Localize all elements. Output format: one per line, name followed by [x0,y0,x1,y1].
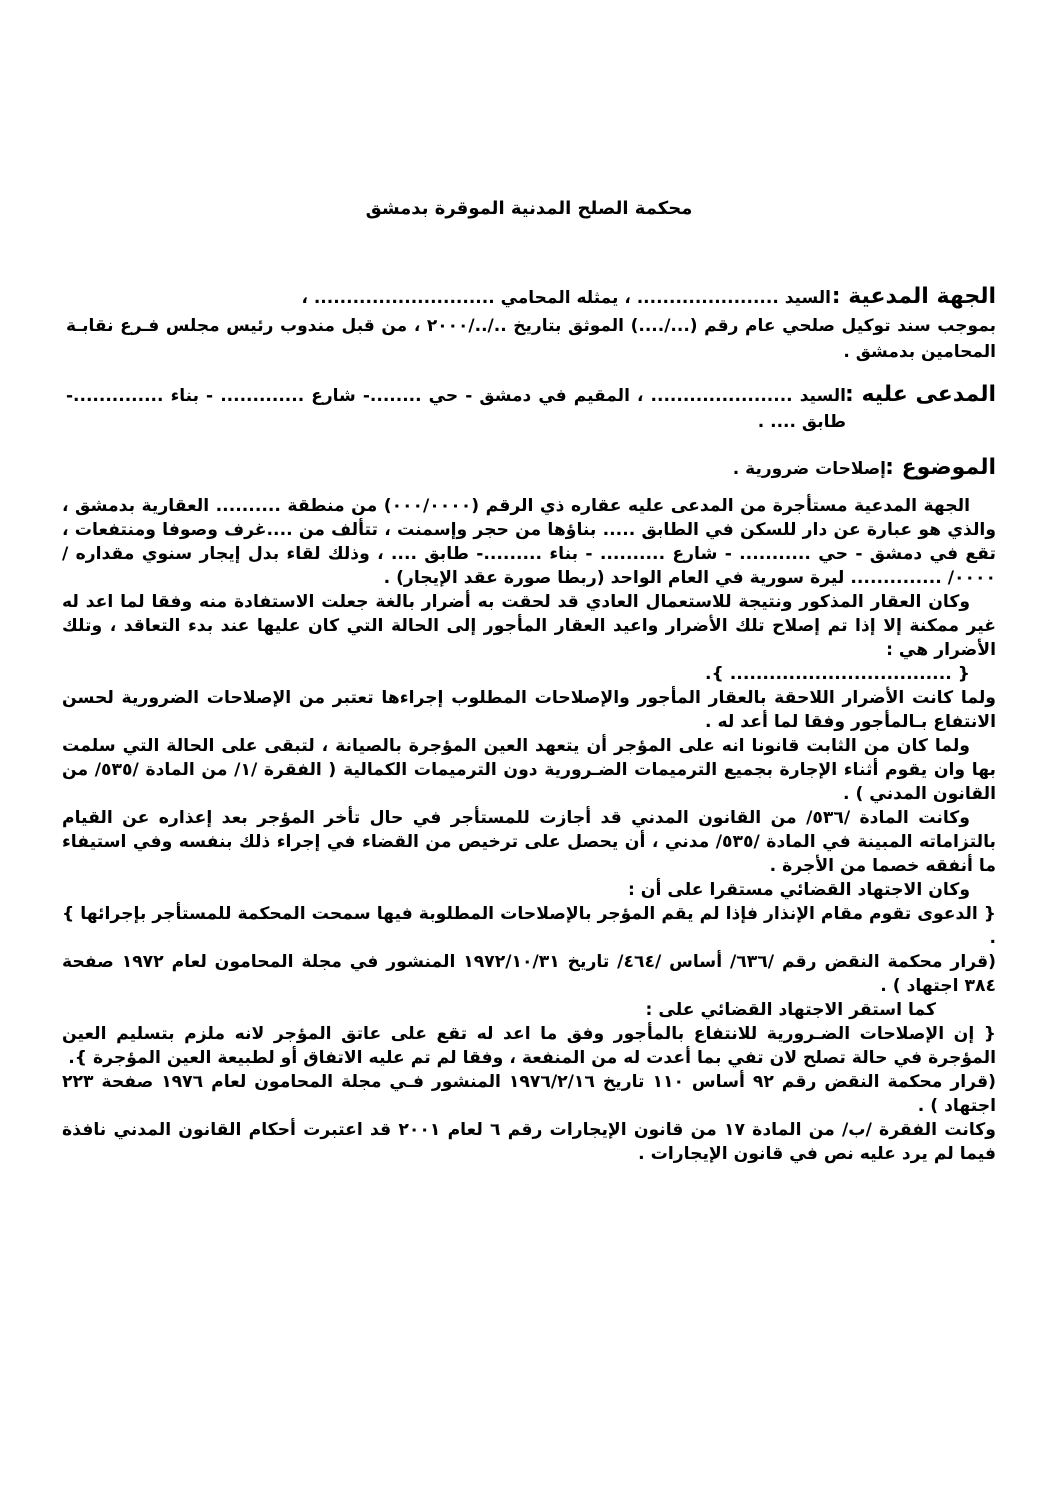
paragraph-article-536: وكانت المادة /٥٣٦/ من القانون المدني قد أجازت للمستأجر في حال تأخر المؤجر بعد إعذاره عن القيام بالتزاماته المبينة في المادة /٥٣٥/ مدني ، أن يحصل على ترخيص من القضاء في إجراء ذلك بنفسه وفي استيفاء ما أنفقه خصما من الأجرة . [62,808,996,876]
subject-section [66,454,996,484]
paragraph-damage-list: { .................................. }. [705,664,970,684]
paragraph-lessor-obligation: ولما كان من الثابت قانونا انه على المؤجر أن يتعهد العين المؤجرة بالصيانة ، لتبقى على الحالة التي سلمت بها وان يقوم أثناء الإجارة بجميع الترميمات الضـرورية دون الترميمات الكمالية ( الفقرة /١/ من المادة /٥٣٥/ من القانون المدني ) . [62,736,997,804]
plaintiff-line1: السيد ...................... ، يمثله المحامي ............................ ، [301,288,831,308]
plaintiff-label: الجهة المدعية : [831,284,996,309]
page-title: محكمة الصلح المدنية الموقرة بدمشق [365,198,693,219]
paragraph-damage: وكان العقار المذكور ونتيجة للاستعمال العادي قد لحقت به أضرار بالغة جعلت الاستفادة منه وفقا لما اعد له غير ممكنة إلا إذا تم إصلاح تلك الأضرار واعيد العقار المأجور إلى الحالة التي كان عليها عند بدء التعاقد ، وتلك الأضرار هي : [62,592,996,660]
paragraph-quote-1: { الدعوى تقوم مقام الإنذار فإذا لم يقم المؤجر بالإصلاحات المطلوبة فيها سمحت المحكمة للمستأجر بإجرائها } . [62,904,996,948]
paragraph-rental-law: وكانت الفقرة /ب/ من المادة ١٧ من قانون الإيجارات رقم ٦ لعام ٢٠٠١ قد اعتبرت أحكام القانون المدني نافذة فيما لم يرد عليه نص في قانون الإيجارات . [62,1120,996,1164]
defendant-label: المدعى عليه : [845,382,996,407]
plaintiff-section [66,283,996,373]
subject-label: الموضوع : [885,455,996,480]
paragraph-lease: الجهة المدعية مستأجرة من المدعى عليه عقاره ذي الرقم (٠٠٠/٠٠٠٠) من منطقة .......... العقارية بدمشق ، والذي هو عبارة عن دار للسكن في الطابق ..... بناؤها من حجر وإسمنت ، تتألف من ....غرف وصوفا ومنتفعات ، تقع في دمشق - حي ........... - شارع .......... - بناء .........- طابق .... ، وذلك لقاء بدل إيجار سنوي مقداره /٠٠٠٠/ .............. ليرة سورية في العام الواحد (ربطا صورة عقد الإيجار) . [62,496,996,588]
plaintiff-line2: بموجب سند توكيل صلحي عام رقم (.../....) الموثق بتاريخ ../../٢٠٠٠ ، من قبل مندوب رئيس مجلس فـرع نقابـة المحامين بدمشق . [66,316,996,362]
paragraph-quote-2: { إن الإصلاحات الضـرورية للانتفاع بالمأجور وفق ما اعد له تقع على عاتق المؤجر لانه ملزم بتسليم العين المؤجرة في حالة تصلح لان تفي بما أعدت له من المنفعة ، وفقا لم تم عليه الاتفاق أو لطبيعة العين المؤجرة }. [62,1024,996,1068]
defendant-text: السيد ...................... ، المقيم في دمشق - حي ........- شارع ............. - بناء ..............- طابق .... . [66,386,846,432]
paragraph-jurisprudence-intro: وكان الاجتهاد القضائي مستقرا على أن : [627,880,970,900]
paragraph-necessary-repairs: ولما كانت الأضرار اللاحقة بالعقار المأجور والإصلاحات المطلوب إجراءها تعتبر من الإصلاحات الضرورية لحسن الانتفاع بـالمأجور وفقا لما أعد له . [62,688,996,732]
document-body [62,494,996,1166]
paragraph-citation-2: (قرار محكمة النقض رقم ٩٢ أساس ١١٠ تاريخ ١٩٧٦/٢/١٦ المنشور فـي مجلة المحامون لعام ١٩٧٦ صفحة ٢٢٣ اجتهاد ) . [62,1072,996,1116]
paragraph-citation-1: (قرار محكمة النقض رقم /٦٣٦/ أساس /٤٦٤/ تاريخ ١٩٧٢/١٠/٣١ المنشور في مجلة المحامون لعام ١٩٧٢ صفحة ٣٨٤ اجتهاد ) . [62,952,997,996]
subject-text: إصلاحات ضرورية . [732,459,886,479]
paragraph-jurisprudence-intro-2: كما استقر الاجتهاد القضائي على : [645,1000,936,1020]
defendant-section [66,381,996,441]
